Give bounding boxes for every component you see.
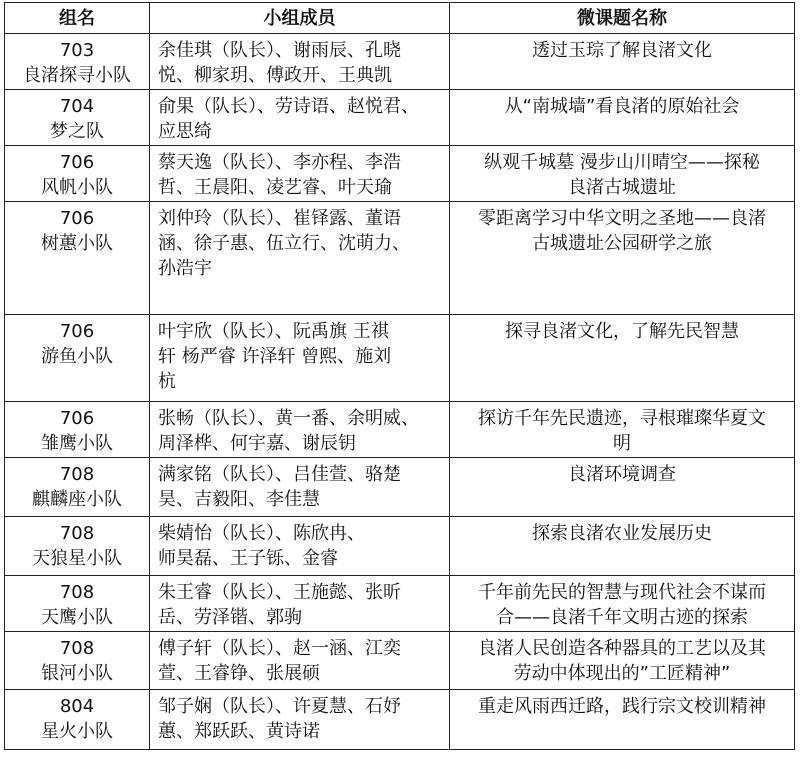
course-line: 零距离学习中华文明之圣地——良渚: [478, 208, 766, 229]
course-cell: [450, 458, 795, 517]
members-line: 岳、劳泽锴、郭驹: [158, 607, 302, 628]
members-cell: [150, 90, 450, 146]
group-line: 麒麟座小队: [32, 489, 122, 510]
group-line: 良渚探寻小队: [23, 65, 131, 86]
header-course: 微课题名称: [450, 3, 795, 34]
document-page: [4, 2, 794, 750]
course-cell: [450, 690, 795, 750]
course-line: 良渚环境调查: [568, 464, 676, 485]
group-cell: [5, 517, 150, 576]
table-row: [5, 576, 795, 632]
course-line: 透过玉琮了解良渚文化: [532, 40, 712, 61]
course-line: 探寻良渚文化，了解先民智慧: [505, 321, 739, 342]
group-line: 804: [59, 696, 95, 717]
course-line: 古城遗址公园研学之旅: [532, 233, 712, 254]
members-line: 周泽桦、何宇嘉、谢辰钥: [158, 433, 356, 454]
members-line: 邹子娴（队长）、许夏慧、石妤: [158, 696, 401, 717]
group-cell: [5, 315, 150, 402]
members-line: 涵、徐子惠、伍立行、沈萌力、: [158, 233, 410, 254]
table-row: [5, 517, 795, 576]
group-line: 梦之队: [50, 121, 104, 142]
group-line: 雏鹰小队: [41, 433, 113, 454]
header-row: [5, 3, 795, 34]
course-cell: [450, 632, 795, 690]
members-cell: [150, 146, 450, 202]
group-line: 708: [59, 638, 95, 659]
group-line: 704: [59, 96, 95, 117]
members-cell: [150, 632, 450, 690]
course-line: 探访千年先民遗迹，寻根璀璨华夏文: [478, 408, 766, 429]
members-line: 叶宇欣（队长）、阮禹旗 王祺: [158, 321, 389, 342]
group-line: 706: [59, 321, 95, 342]
members-cell: [150, 402, 450, 458]
table-row: [5, 202, 795, 315]
table-row: [5, 402, 795, 458]
group-cell: [5, 90, 150, 146]
course-line: 纵观千城墓 漫步山川晴空——探秘: [484, 152, 760, 173]
course-cell: [450, 202, 795, 315]
group-cell: [5, 146, 150, 202]
group-line: 706: [59, 152, 95, 173]
group-line: 708: [59, 464, 95, 485]
course-cell: [450, 34, 795, 90]
members-line: 孙浩宇: [158, 258, 212, 279]
header-group: 组名: [5, 3, 150, 34]
members-line: 萱、王睿铮、张展硕: [158, 663, 320, 684]
course-line: 明: [613, 433, 631, 454]
course-cell: [450, 146, 795, 202]
members-line: 傅子轩（队长）、赵一涵、江奕: [158, 638, 401, 659]
members-line: 余佳琪（队长）、谢雨辰、孔晓: [158, 40, 401, 61]
course-line: 从“南城墙”看良渚的原始社会: [504, 96, 740, 117]
group-cell: [5, 34, 150, 90]
table-row: [5, 146, 795, 202]
members-cell: [150, 576, 450, 632]
group-cell: [5, 690, 150, 750]
members-line: 满家铭（队长）、吕佳萱、骆楚: [158, 464, 401, 485]
project-table: [4, 2, 795, 750]
group-cell: [5, 576, 150, 632]
group-line: 708: [59, 582, 95, 603]
members-line: 俞果（队长）、劳诗语、赵悦君、: [158, 96, 419, 117]
group-line: 703: [59, 40, 95, 61]
course-cell: [450, 517, 795, 576]
members-line: 蕙、郑跃跃、黄诗诺: [158, 721, 320, 742]
course-cell: [450, 315, 795, 402]
group-line: 706: [59, 408, 95, 429]
members-cell: [150, 202, 450, 315]
course-cell: [450, 90, 795, 146]
group-line: 银河小队: [41, 663, 113, 684]
group-cell: [5, 458, 150, 517]
members-cell: [150, 458, 450, 517]
group-line: 星火小队: [41, 721, 113, 742]
table-row: [5, 632, 795, 690]
group-cell: [5, 632, 150, 690]
group-line: 708: [59, 523, 95, 544]
group-line: 天鹰小队: [41, 607, 113, 628]
members-line: 哲、王晨阳、凌艺睿、叶天瑜: [158, 177, 392, 198]
members-line: 柴婧怡（队长）、陈欣冉、: [158, 523, 365, 544]
members-cell: [150, 315, 450, 402]
members-line: 应思绮: [158, 121, 212, 142]
course-cell: [450, 402, 795, 458]
members-line: 轩 杨严睿 许泽轩 曾熙、施刘: [158, 346, 392, 367]
course-line: 良渚人民创造各种器具的工艺以及其: [478, 638, 766, 659]
table-row: [5, 90, 795, 146]
course-line: 良渚古城遗址: [568, 177, 676, 198]
table-row: [5, 458, 795, 517]
members-line: 朱王睿（队长）、王施懿、张昕: [158, 582, 401, 603]
table-row: [5, 690, 795, 750]
course-cell: [450, 576, 795, 632]
members-line: 张畅（队长）、黄一番、余明威、: [158, 408, 419, 429]
group-line: 天狼星小队: [32, 548, 122, 569]
group-line: 风帆小队: [41, 177, 113, 198]
members-cell: [150, 690, 450, 750]
members-line: 师昊磊、王子铄、金睿: [158, 548, 338, 569]
members-line: 杭: [158, 371, 176, 392]
header-members: 小组成员: [150, 3, 450, 34]
members-line: 蔡天逸（队长）、李亦程、李浩: [158, 152, 401, 173]
group-cell: [5, 402, 150, 458]
members-cell: [150, 517, 450, 576]
table-row: [5, 34, 795, 90]
group-line: 树蕙小队: [41, 233, 113, 254]
members-line: 刘仲玲（队长）、崔铎露、董语: [158, 208, 401, 229]
course-line: 探索良渚农业发展历史: [532, 523, 712, 544]
members-cell: [150, 34, 450, 90]
course-line: 重走风雨西迁路，践行宗文校训精神: [478, 696, 766, 717]
members-line: 悦、柳家玥、傅政开、王典凯: [158, 65, 392, 86]
table-row: [5, 315, 795, 402]
course-line: 劳动中体现出的”工匠精神”: [513, 663, 731, 684]
course-line: 合——良渚千年文明古迹的探索: [496, 607, 748, 628]
course-line: 千年前先民的智慧与现代社会不谋而: [478, 582, 766, 603]
group-line: 游鱼小队: [41, 346, 113, 367]
group-cell: [5, 202, 150, 315]
group-line: 706: [59, 208, 95, 229]
members-line: 昊、吉毅阳、李佳慧: [158, 489, 320, 510]
